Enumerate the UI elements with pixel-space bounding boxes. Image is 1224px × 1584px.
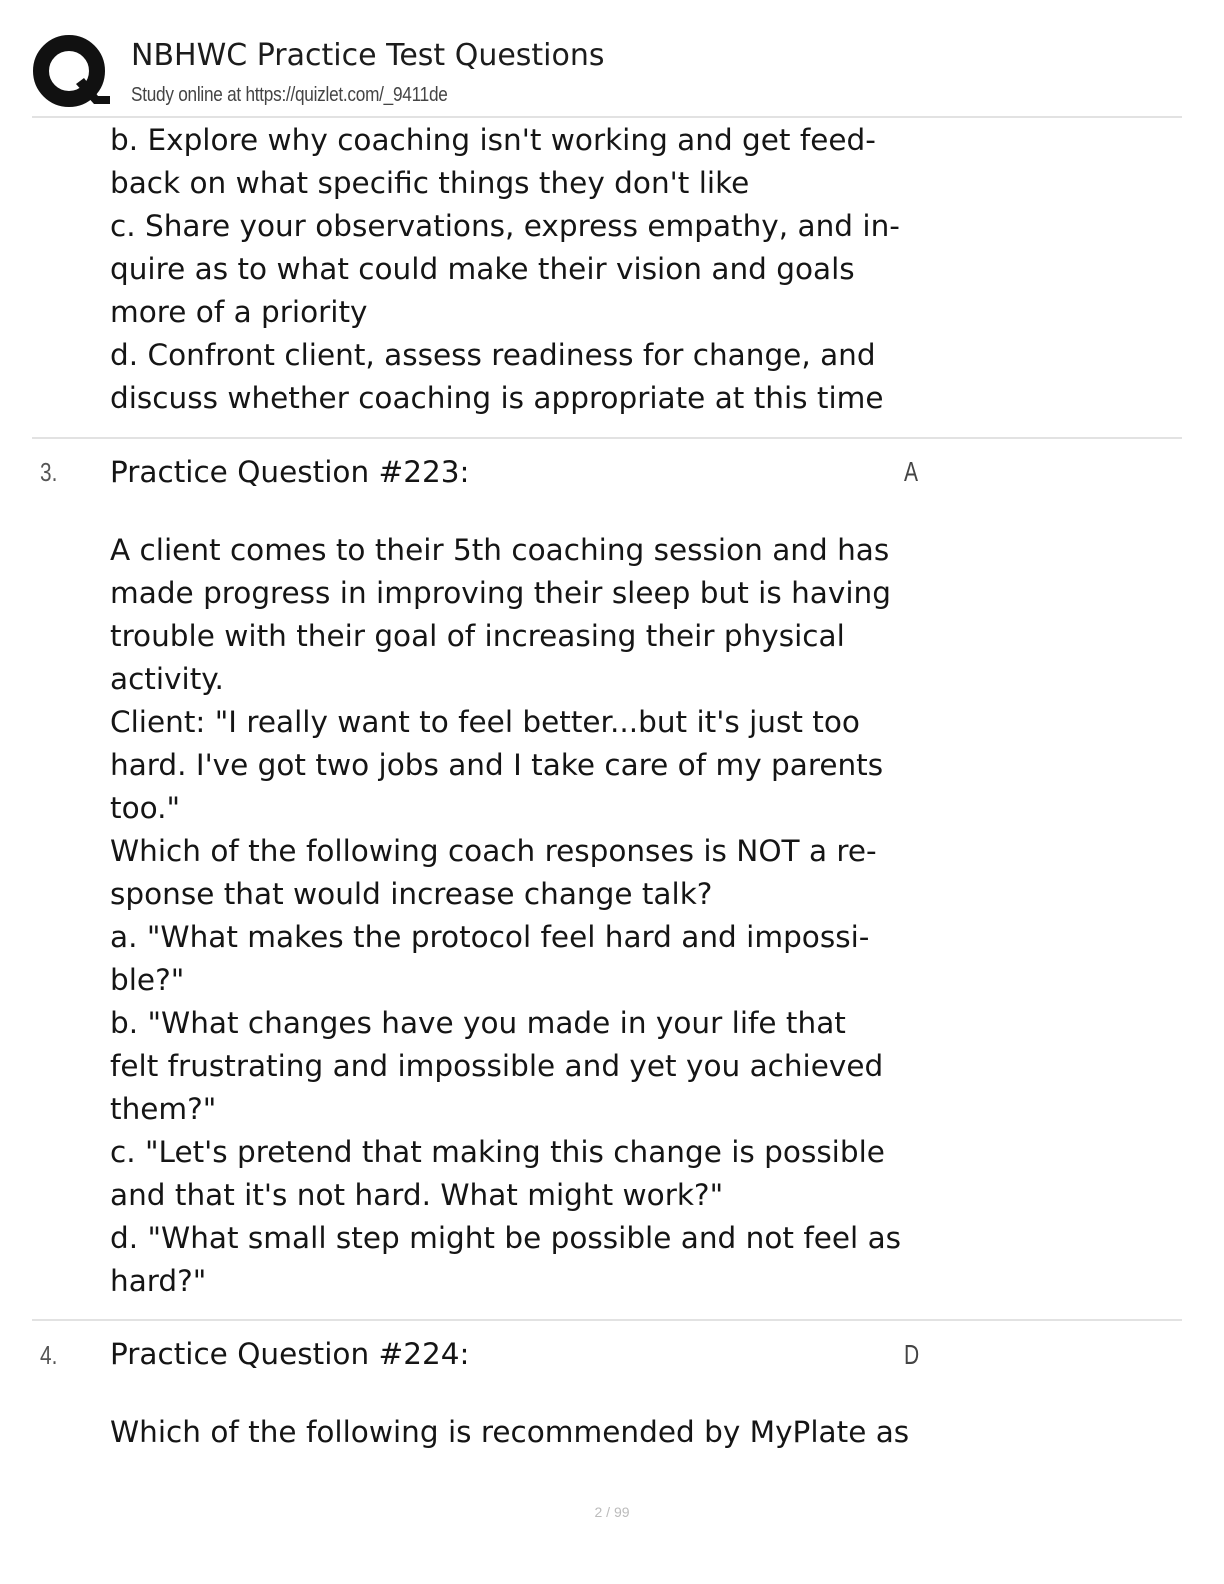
question-line: b. "What changes have you made in your life that	[110, 1006, 846, 1040]
question-number: 4.	[40, 1340, 58, 1370]
option-line: back on what specific things they don't like	[110, 166, 750, 200]
document-title: NBHWC Practice Test Questions	[131, 38, 605, 73]
option-line: more of a priority	[110, 295, 368, 329]
question-line: A client comes to their 5th coaching session and has	[110, 533, 890, 567]
answer-key: D	[904, 1339, 920, 1370]
question-line: c. "Let's pretend that making this change is possible	[110, 1135, 885, 1169]
answer-key: A	[904, 456, 919, 487]
question-line: ble?"	[110, 963, 185, 997]
question-body	[110, 529, 910, 1303]
option-line: discuss whether coaching is appropriate at this time	[110, 381, 884, 415]
question-line: a. "What makes the protocol feel hard and impossi-	[110, 920, 870, 954]
question-body	[110, 1411, 910, 1454]
question-line: felt frustrating and impossible and yet you achieved	[110, 1049, 884, 1083]
option-line: quire as to what could make their vision and goals	[110, 252, 855, 286]
question-line: and that it's not hard. What might work?"	[110, 1178, 724, 1212]
page-number: 2 / 99	[594, 1504, 630, 1520]
question-divider	[32, 437, 1182, 439]
option-line: c. Share your observations, express empathy, and in-	[110, 209, 900, 243]
header-divider	[32, 116, 1182, 118]
continued-options	[110, 119, 910, 420]
question-line: made progress in improving their sleep but is having	[110, 576, 891, 610]
question-line: too."	[110, 791, 181, 825]
question-line: them?"	[110, 1092, 217, 1126]
question-line: activity.	[110, 662, 224, 696]
question-title: Practice Question #224:	[110, 1337, 470, 1371]
question-line: Client: "I really want to feel better...but it's just too	[110, 705, 860, 739]
question-line: Which of the following coach responses is NOT a re-	[110, 834, 877, 868]
question-line: d. "What small step might be possible and not feel as	[110, 1221, 902, 1255]
option-line: d. Confront client, assess readiness for change, and	[110, 338, 876, 372]
quizlet-logo-icon	[32, 34, 110, 112]
study-online-link[interactable]: Study online at https://quizlet.com/_9411de	[131, 84, 448, 106]
question-line: sponse that would increase change talk?	[110, 877, 713, 911]
option-line: b. Explore why coaching isn't working and get feed-	[110, 123, 876, 157]
question-title: Practice Question #223:	[110, 455, 470, 489]
question-line: Which of the following is recommended by MyPlate as	[110, 1415, 910, 1449]
question-line: hard. I've got two jobs and I take care of my parents	[110, 748, 884, 782]
question-line: hard?"	[110, 1264, 207, 1298]
question-divider	[32, 1319, 1182, 1321]
question-number: 3.	[40, 457, 58, 487]
question-line: trouble with their goal of increasing their physical	[110, 619, 845, 653]
